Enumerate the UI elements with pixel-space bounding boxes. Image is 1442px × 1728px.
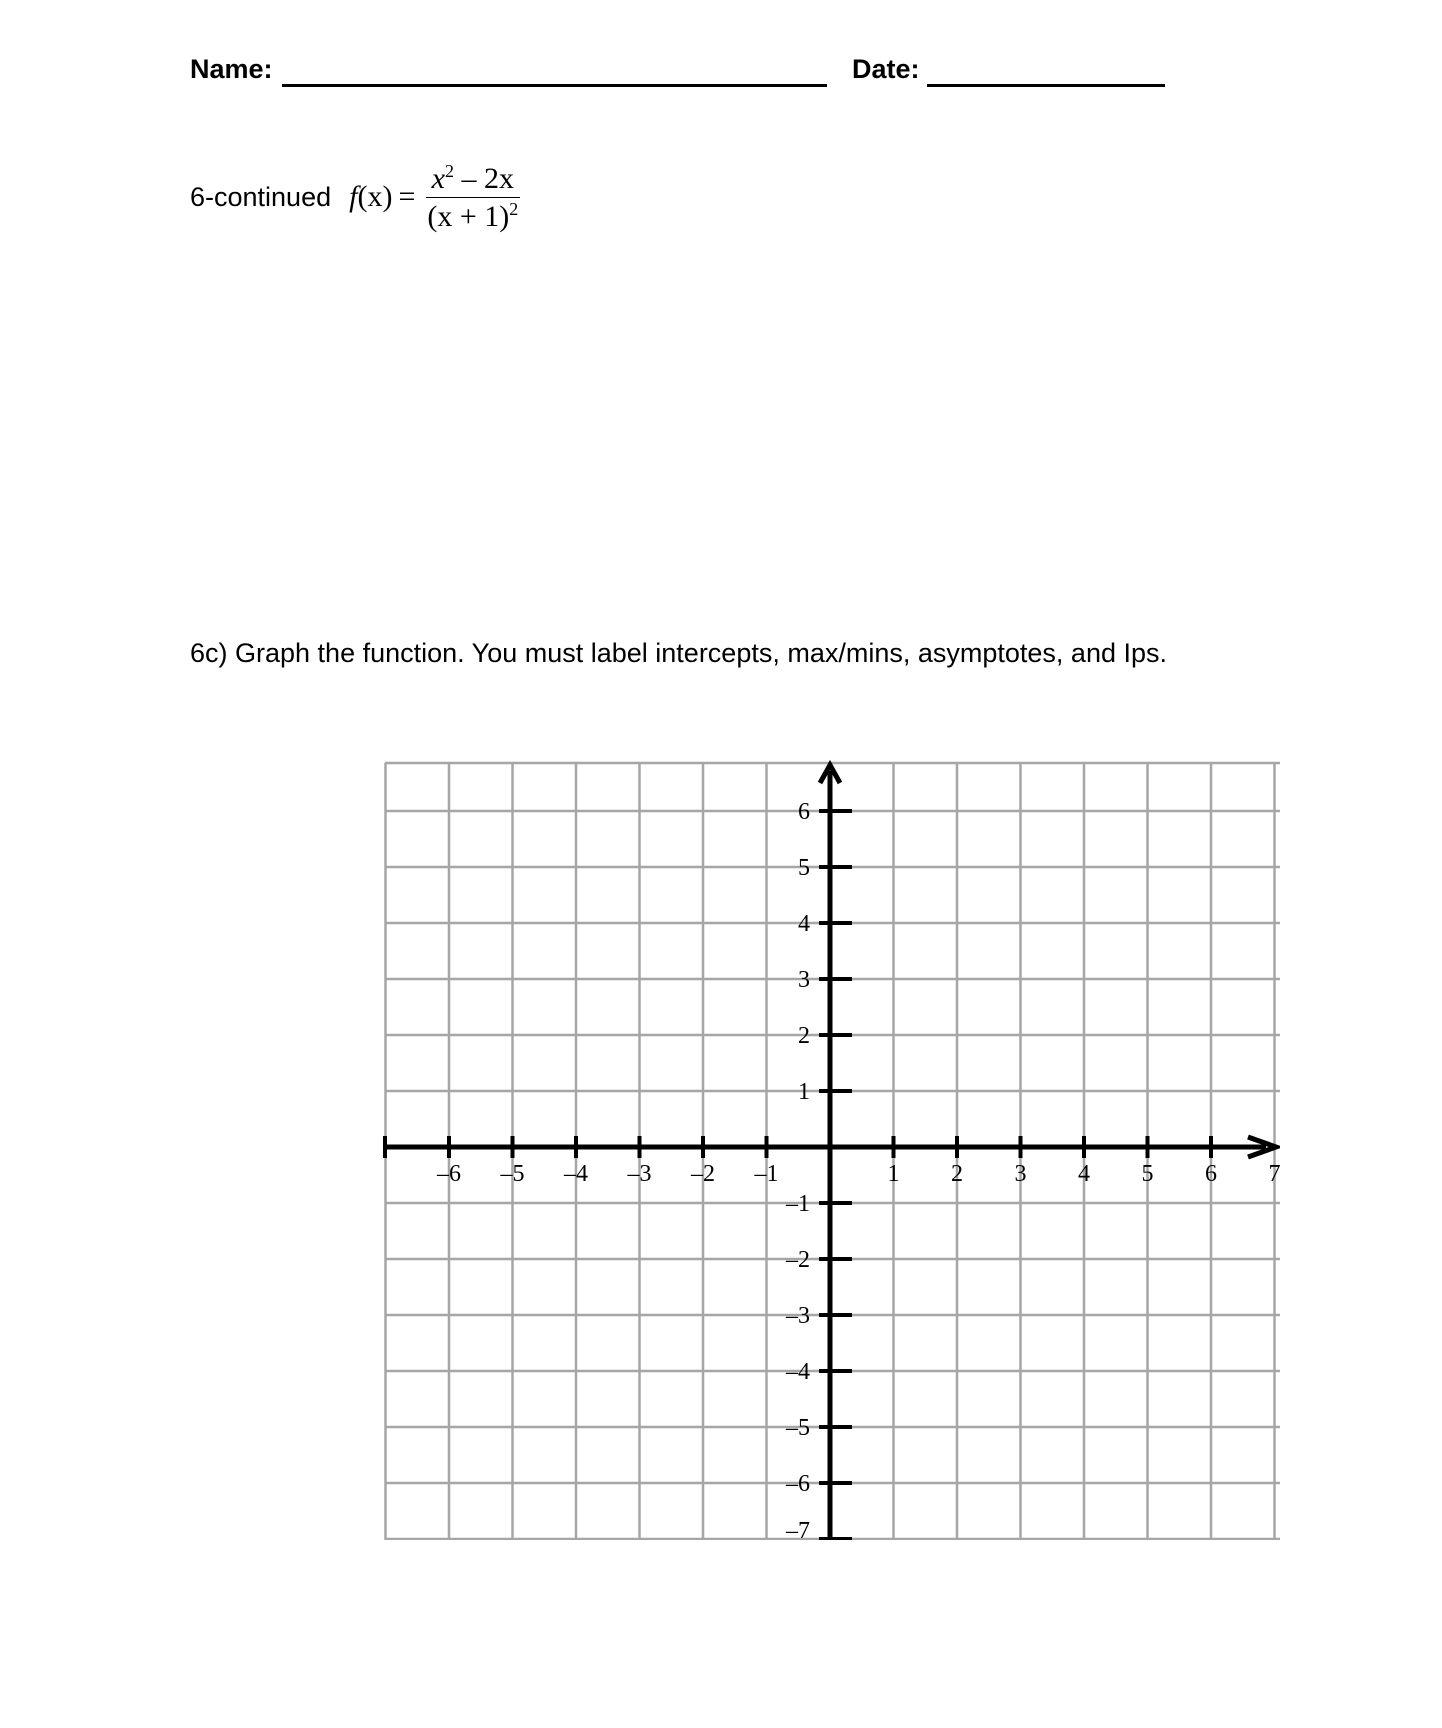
- axes: [385, 765, 1276, 1540]
- name-field-line[interactable]: [282, 84, 827, 87]
- y-tick-label: –6: [786, 1471, 810, 1497]
- x-tick-label: 6: [1205, 1161, 1217, 1187]
- numerator-rest: – 2x: [461, 162, 514, 195]
- y-tick-label: 1: [798, 1079, 810, 1105]
- denominator-base: (x + 1): [427, 199, 510, 233]
- y-tick-label: 5: [798, 855, 810, 881]
- function-fraction: [421, 162, 524, 232]
- x-tick-label: –2: [691, 1161, 715, 1187]
- denominator-exponent: 2: [509, 198, 519, 219]
- x-tick-label: 2: [951, 1161, 963, 1187]
- x-tick-label: 3: [1014, 1161, 1027, 1187]
- fraction-denominator: [421, 198, 524, 233]
- x-tick-label: –5: [500, 1161, 525, 1187]
- y-tick-label: –2: [786, 1247, 810, 1273]
- x-tick-label: 1: [887, 1161, 900, 1187]
- y-tick-label: –7: [786, 1518, 810, 1540]
- x-tick-label: –4: [564, 1161, 588, 1187]
- numerator-x: x: [431, 162, 445, 195]
- problem-statement: [190, 152, 524, 242]
- y-tick-label: –3: [786, 1303, 810, 1329]
- function-definition: [349, 162, 524, 232]
- fraction-numerator: [426, 162, 520, 198]
- equals-sign: =: [398, 180, 416, 213]
- date-label: Date:: [852, 54, 920, 84]
- y-tick-label: 6: [798, 799, 810, 825]
- coordinate-grid[interactable]: [380, 750, 1280, 1540]
- x-tick-label: –1: [754, 1161, 779, 1187]
- y-tick-label: 4: [798, 911, 810, 937]
- y-tick-label: –1: [786, 1191, 810, 1217]
- instruction-text: 6c) Graph the function. You must label intercepts, max/mins, asymptotes, and Ips.: [190, 638, 1167, 668]
- function-arg: (x): [357, 180, 393, 213]
- y-tick-label: –4: [786, 1359, 810, 1385]
- problem-lead: 6-continued: [190, 181, 332, 212]
- x-tick-label: 7: [1268, 1161, 1280, 1187]
- name-label: Name:: [190, 54, 273, 84]
- numerator-exponent: 2: [444, 161, 454, 181]
- x-tick-label: –6: [437, 1161, 461, 1187]
- x-tick-label: 5: [1141, 1161, 1154, 1187]
- tick-labels: [436, 799, 1280, 1540]
- y-tick-label: 3: [798, 967, 810, 993]
- date-field-line[interactable]: [927, 84, 1165, 87]
- y-tick-label: 2: [798, 1023, 810, 1049]
- x-tick-label: 4: [1078, 1161, 1090, 1187]
- x-tick-label: –3: [627, 1161, 652, 1187]
- function-name: f: [349, 180, 358, 213]
- y-tick-label: –5: [786, 1415, 810, 1441]
